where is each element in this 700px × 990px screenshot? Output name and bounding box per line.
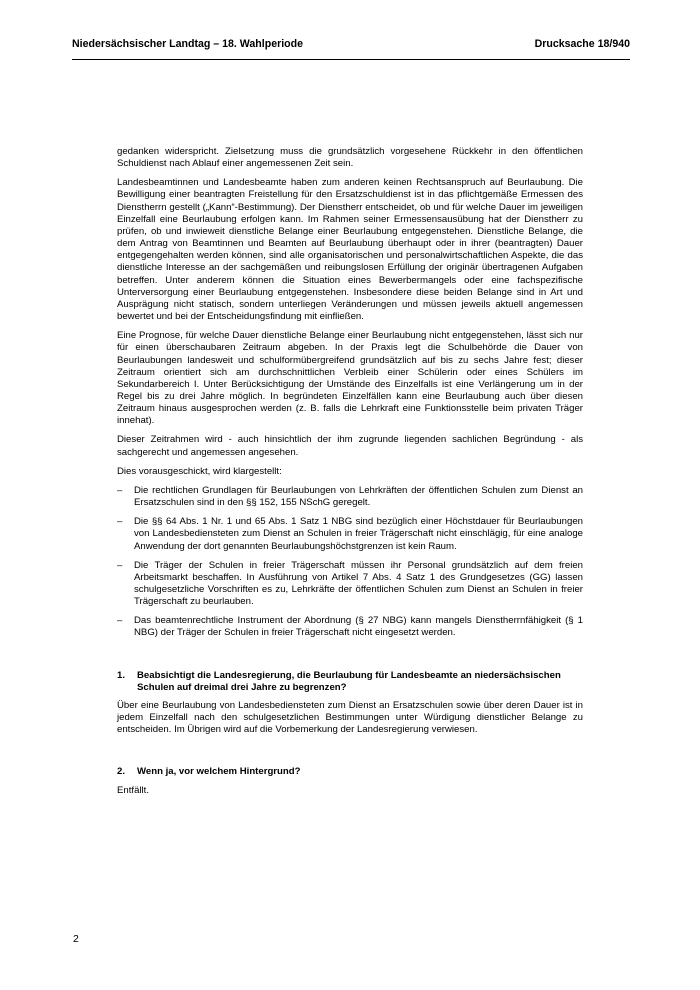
list-item-text: Das beamtenrechtliche Instrument der Abordnung (§ 27 NBG) kann mangels Dienstherrnfähigkeit (§ 1 NBG) der Träger der Schulen in freier Trägerschaft nicht eingesetzt werden. bbox=[134, 615, 583, 639]
paragraph: Dies vorausgeschickt, wird klargestellt: bbox=[117, 465, 282, 477]
question-number: 2. bbox=[117, 766, 126, 778]
list-item bbox=[117, 615, 583, 639]
list-item-text: Die §§ 64 Abs. 1 Nr. 1 und 65 Abs. 1 Satz 1 NBG sind bezüglich einer Höchstdauer für Beurlaubungen von Landesbediensteten zum Dienst an Schulen in freier Trägerschaft nicht einschlägig, für eine analoge Anwendung der dort genannten Beurlaubungshöchstgrenzen ist kein Raum. bbox=[134, 516, 583, 552]
question-text: Wenn ja, vor welchem Hintergrund? bbox=[137, 766, 301, 778]
header-rule bbox=[72, 59, 630, 60]
list-item-text: Die rechtlichen Grundlagen für Beurlaubungen von Lehrkräften der öffentlichen Schulen zum Dienst an Ersatzschulen sind in den §§ 152, 155 NSchG geregelt. bbox=[134, 484, 583, 509]
answer-1: Über eine Beurlaubung von Landesbediensteten zum Dienst an Ersatzschulen sowie über deren Dauer ist in jedem Einzelfall nach den schulgesetzlichen Bestimmungen unter Würdigung dienstlicher Belange zu entscheiden. Im Übrigen wird auf die Vorbemerkung der Landesregierung verwiesen. bbox=[117, 699, 583, 736]
list-dash: – bbox=[117, 559, 123, 571]
paragraph: Landesbeamtinnen und Landesbeamte haben zum anderen keinen Rechtsanspruch auf Beurlaubung. Die Bewilligung einer beantragten Freistellung für den Ersatzschuldienst ist in das pflichtgemäße Ermessen des Dienstherrn gestellt („Kann“-Bestimmung). Der Dienstherr entscheidet, ob und für welche Dauer im jeweiligen Einzelfall eine Beurlaubung erfolgen kann. Im Rahmen seiner Ermessensausübung hat der Dienstherr zu prüfen, ob und inwieweit dienstliche Belange einer Beurlaubung entgegenstehen. Dienstliche Belange, die dem Antrag von Beamtinnen und Beamten auf Beurlaubung überhaupt oder in ihrer (beantragten) Dauer entgegengehalten werden können, sind alle organisatorischen und personalwirtschaftlichen Aspekte, die das dienstliche Interesse an der sachgemäßen und reibungslosen Erfüllung der originär übertragenen Aufgaben betreffen. Unter anderem können die Situation eines Bewerbermangels oder eine fachspezifische Unterversorgung einer Beurlaubung entgegenstehen. Insbesondere diese beiden Belange sind in Art und Ausprägung nicht statisch, sondern unterliegen Veränderungen und müssen jeweils aktuell angemessen bewertet und bei der Entscheidungsfindung mit einfließen. bbox=[117, 177, 583, 323]
question-1 bbox=[117, 670, 583, 694]
question-number: 1. bbox=[117, 669, 126, 681]
list-dash: – bbox=[117, 516, 123, 528]
list-dash: – bbox=[117, 484, 123, 496]
document-body bbox=[117, 146, 583, 804]
question-text: Beabsichtigt die Landesregierung, die Beurlaubung für Landesbeamte an niedersächsischen Schulen auf dreimal drei Jahre zu begrenzen? bbox=[137, 669, 561, 693]
page-header bbox=[72, 38, 630, 50]
paragraph: gedanken widerspricht. Zielsetzung muss die grundsätzlich vorgesehene Rückkehr in den öffentlichen Schuldienst nach Ablauf einer angemessenen Zeit sein. bbox=[117, 146, 583, 170]
paragraph: Dieser Zeitrahmen wird - auch hinsichtlich der ihm zugrunde liegenden sachlichen Begründung - als sachgerecht und angemessen angesehen. bbox=[117, 434, 583, 458]
list-item bbox=[117, 485, 583, 509]
paragraph: Eine Prognose, für welche Dauer dienstliche Belange einer Beurlaubung nicht entgegenstehen, lässt sich nur für einen überschaubaren Zeitraum abgeben. In der Praxis legt die Schulbehörde die Dauer von Beurlaubungen landesweit und schulformübergreifend grundsätzlich auf bis zu sechs Jahre fest; dieser Zeitraum orientiert sich am durchschnittlichen Verbleib einer Schülerin oder eines Schülers im Sekundarbereich I. Unter Berücksichtigung der Umstände des Einzelfalls ist eine Verlängerung um in der Regel bis zu drei Jahre möglich. In begründeten Einzelfällen kann eine Beurlaubung auch über diesen Zeitraum hinaus ausgesprochen werden (z. B. falls die Lehrkraft eine Funktionsstelle beim privaten Träger innehat). bbox=[117, 330, 583, 427]
list-item-text: Die Träger der Schulen in freier Trägerschaft müssen ihr Personal grundsätzlich auf dem freien Arbeitsmarkt beschaffen. In Ausführung von Artikel 7 Abs. 4 Satz 1 des Grundgesetzes (GG) lassen schulgesetzliche Vorschriften es zu, Lehrkräfte der öffentlichen Schulen zum Dienst an Schulen in freier Trägerschaft zu beurlauben. bbox=[134, 559, 583, 608]
list-item bbox=[117, 516, 583, 552]
answer-2: Entfällt. bbox=[117, 784, 149, 796]
page-number: 2 bbox=[73, 933, 79, 945]
question-2 bbox=[117, 766, 583, 778]
list-item bbox=[117, 560, 583, 609]
list-dash: – bbox=[117, 615, 123, 627]
document-number: Drucksache 18/940 bbox=[534, 38, 630, 50]
header-title: Niedersächsischer Landtag – 18. Wahlperiode bbox=[72, 38, 303, 50]
clarification-list bbox=[117, 485, 583, 640]
